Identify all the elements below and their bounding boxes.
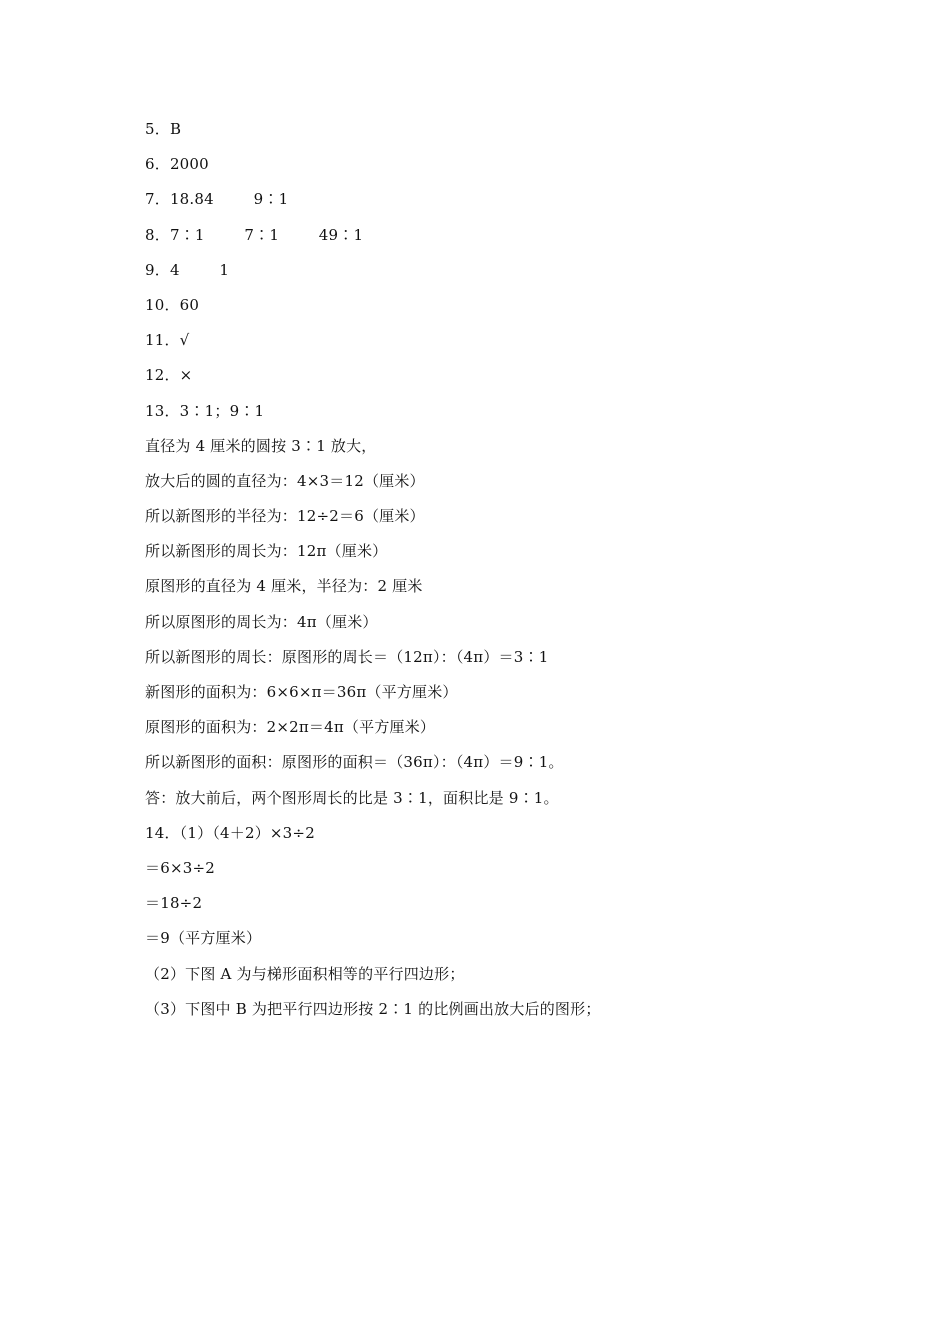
answer-line-14: 14．（1）（4＋2）×3÷2	[145, 823, 315, 842]
answer-line-12: 12．×	[145, 366, 193, 385]
answer-line-6: 6．2000	[145, 155, 209, 174]
solution-line: 直径为 4 厘米的圆按 3∶1 放大，	[145, 436, 377, 455]
solution-line: 所以新图形的周长为：12π（厘米）	[145, 542, 388, 561]
answer-line-10: 10．60	[145, 295, 200, 314]
solution-line: 原图形的面积为：2×2π＝4π（平方厘米）	[145, 718, 436, 737]
solution-line: 新图形的面积为：6×6×π＝36π（平方厘米）	[145, 683, 458, 701]
solution-line: （2）下图 A 为与梯形面积相等的平行四边形；	[145, 964, 465, 983]
answer-line-9: 9．4 1	[145, 260, 230, 279]
answer-list	[145, 116, 865, 1031]
answer-line-5: 5．B	[145, 120, 182, 138]
solution-line: 原图形的直径为 4 厘米，半径为：2 厘米	[145, 577, 423, 596]
answer-line-7: 7．18.84 9∶1	[145, 190, 289, 209]
answer-line-8: 8．7∶1 7∶1 49∶1	[145, 225, 364, 244]
solution-line: ＝6×3÷2	[145, 858, 215, 877]
solution-line: 所以新图形的半径为：12÷2＝6（厘米）	[145, 507, 425, 526]
answer-line-13: 13．3∶1；9∶1	[145, 401, 265, 420]
solution-line: ＝9（平方厘米）	[145, 929, 262, 948]
solution-line: 放大后的圆的直径为：4×3＝12（厘米）	[145, 471, 425, 490]
solution-line: 所以新图形的面积：原图形的面积＝（36π）：（4π）＝9∶1。	[145, 753, 564, 772]
solution-line: （3）下图中 B 为把平行四边形按 2∶1 的比例画出放大后的图形；	[145, 999, 601, 1018]
solution-line: 所以新图形的周长：原图形的周长＝（12π）：（4π）＝3∶1	[145, 647, 549, 666]
answer-line-11: 11．√	[145, 331, 190, 350]
answer-summary: 答：放大前后，两个图形周长的比是 3∶1，面积比是 9∶1。	[145, 788, 559, 807]
solution-line: 所以原图形的周长为：4π（厘米）	[145, 612, 378, 631]
solution-line: ＝18÷2	[145, 894, 203, 913]
